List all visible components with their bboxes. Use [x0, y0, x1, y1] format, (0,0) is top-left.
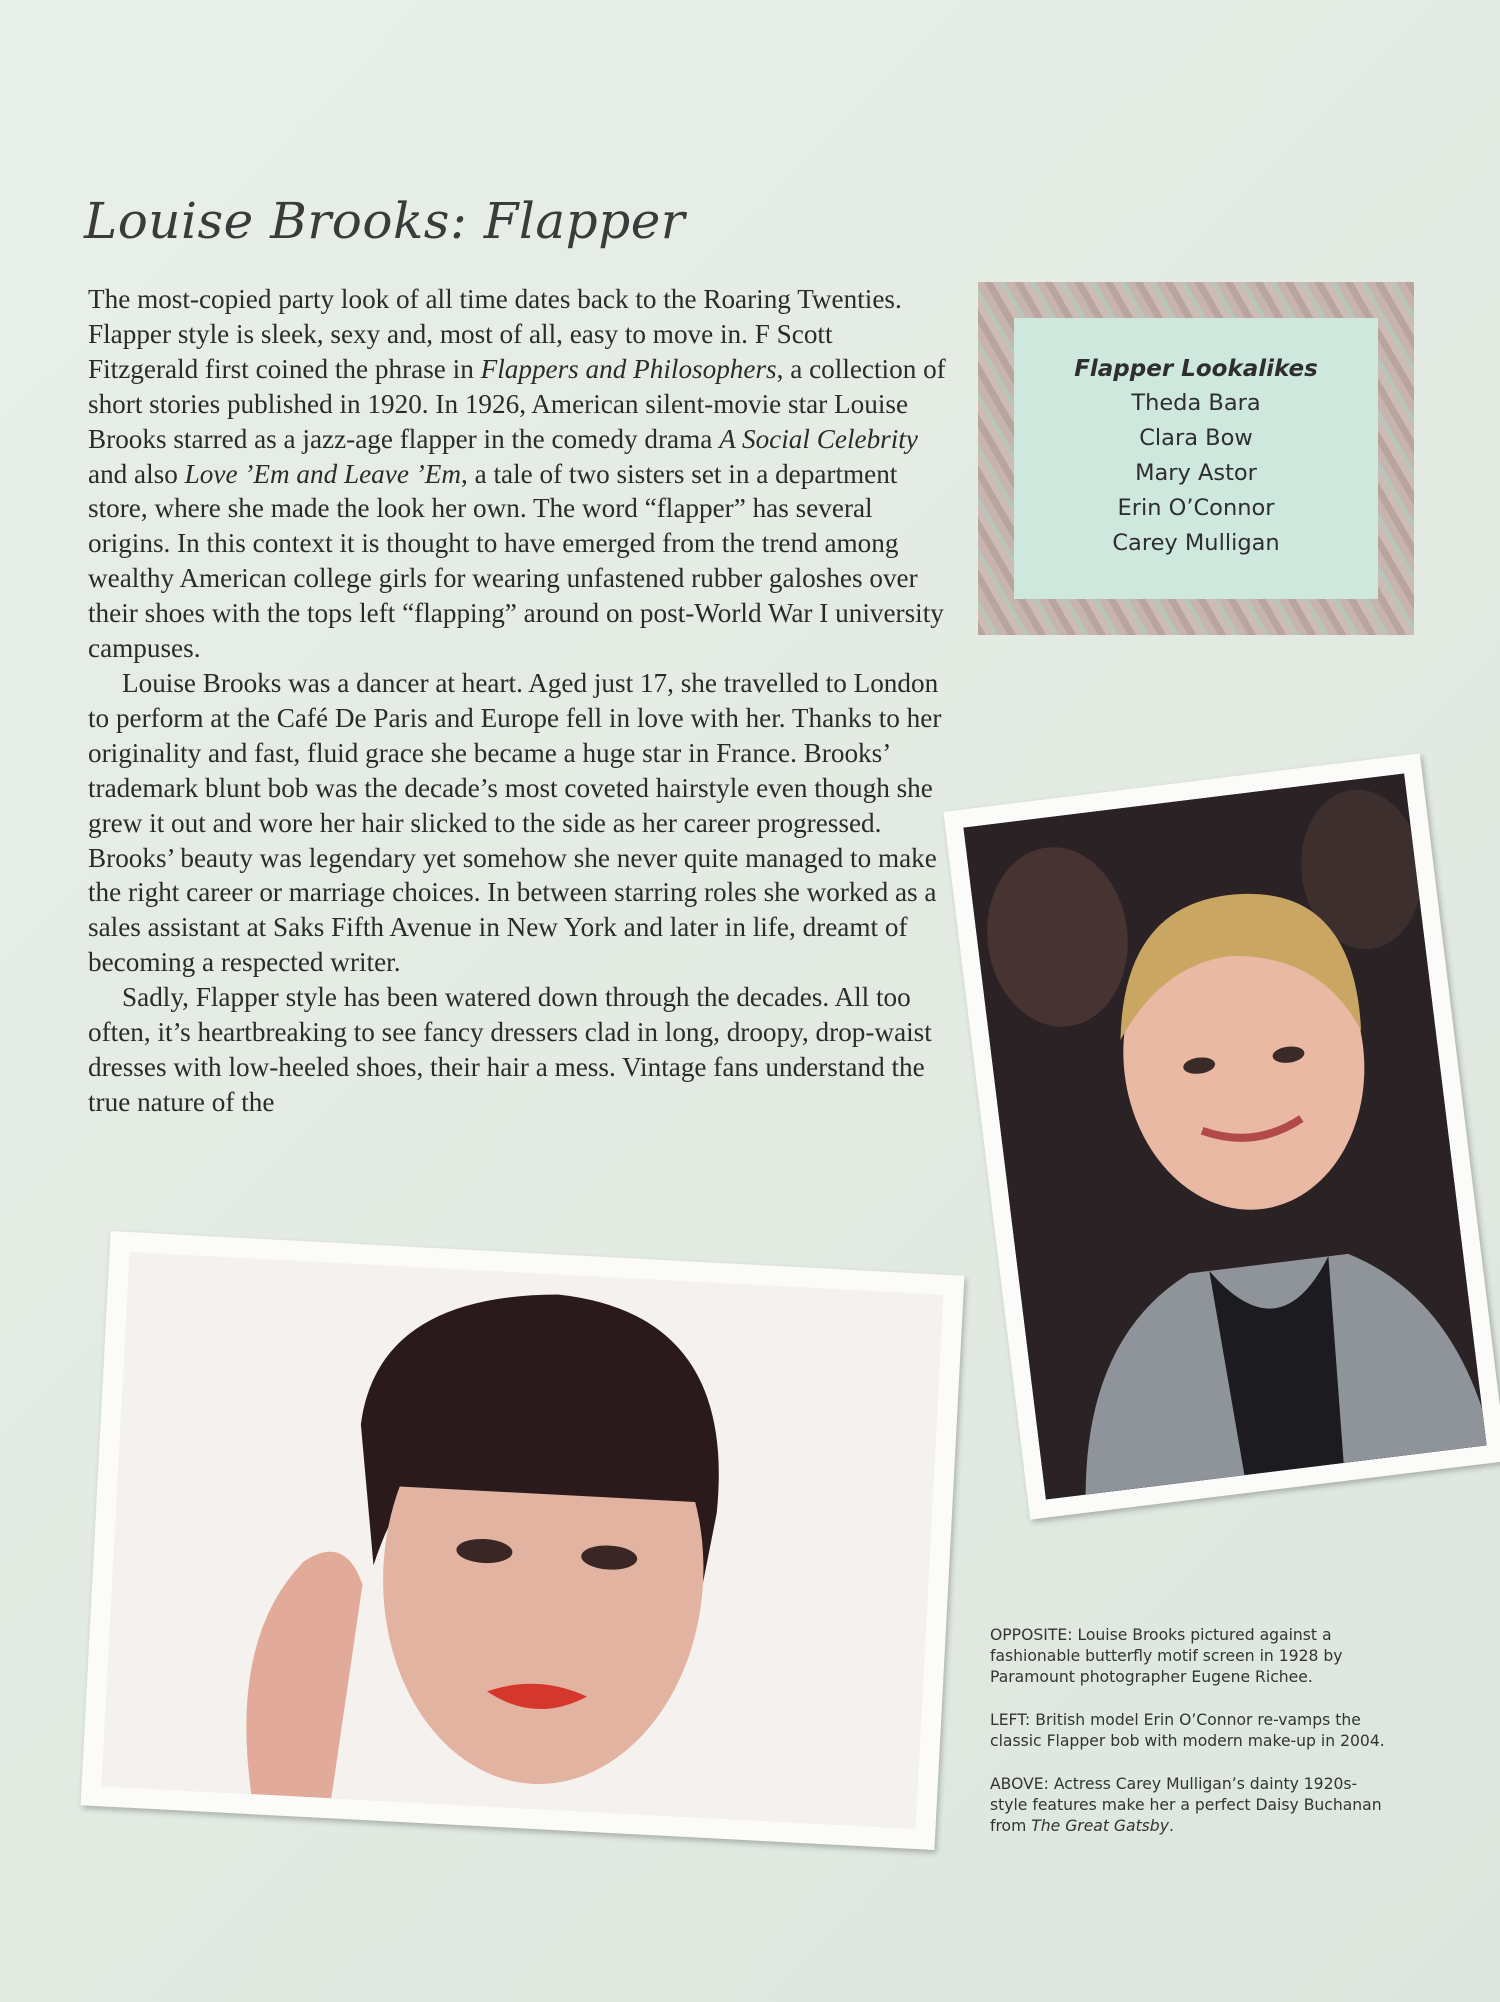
caption-text-end: . [1168, 1817, 1174, 1835]
lookalike-name: Clara Bow [1139, 425, 1253, 451]
p1-film-title-2: Love ’Em and Leave ’Em [184, 458, 461, 489]
paragraph-2: Louise Brooks was a dancer at heart. Aged just 17, she travelled to London to perform at the Café De Paris and Europe fell in love with her. Thanks to her originality and fast, fluid grace she became a huge star in France. Brooks’ trademark blunt bob was the decade’s most coveted hairstyle even though she grew it out and wore her hair slicked to the side as her career progressed. Brooks’ beauty was legendary yet somehow she never quite managed to make the right career or marriage choices. In between starring roles she worked as a sales assistant at Saks Fifth Avenue in New York and later in life, dreamt of becoming a respected writer. [88, 667, 942, 978]
erin-oconnor-photo [81, 1231, 965, 1850]
caption-label: LEFT: [990, 1711, 1031, 1729]
portrait-illustration [963, 773, 1486, 1499]
photo-image-area [102, 1252, 944, 1829]
p1-text-e: and also [88, 458, 185, 489]
caption-left [990, 1710, 1390, 1752]
caption-above [990, 1774, 1390, 1837]
lookalikes-panel [1014, 318, 1378, 599]
lookalike-name: Theda Bara [1131, 390, 1261, 416]
caption-text: Louise Brooks pictured against a fashionable butterfly motif screen in 1928 by Paramount photographer Eugene Richee. [990, 1626, 1343, 1686]
portrait-illustration [102, 1252, 944, 1829]
lookalikes-box [978, 282, 1414, 635]
paragraph-3: Sadly, Flapper style has been watered down through the decades. All too often, it’s heartbreaking to see fancy dressers clad in long, droopy, drop-waist dresses with low-heeled shoes, their hair a mess. Vintage fans understand the true nature of the [88, 982, 932, 1117]
lookalike-name: Erin O’Connor [1117, 495, 1275, 521]
p1-book-title: Flappers and Philosophers [480, 353, 777, 384]
p1-text-c: , a collection of short stories published in 1920. In 1926, American silent-movie star Louise Brooks starred as a jazz-age flapper in the comedy drama [88, 353, 946, 454]
caption-book-title: The Great Gatsby [1031, 1817, 1169, 1835]
article-body [88, 282, 948, 1120]
caption-text: Actress Carey Mulligan’s dainty 1920s-style features make her a perfect Daisy Buchanan from [990, 1775, 1382, 1835]
page-title: Louise Brooks: Flapper [84, 192, 686, 250]
caption-text: British model Erin O’Connor re-vamps the classic Flapper bob with modern make-up in 2004. [990, 1711, 1385, 1750]
p1-film-title-1: A Social Celebrity [719, 423, 918, 454]
p1-text-g: , a tale of two sisters set in a department store, where she made the look her own. The word “flapper” has several origins. In this context it is thought to have emerged from the trend among wealthy American college girls for wearing unfastened rubber galoshes over their shoes with the tops left “flapping” around on post-World War I university campuses. [88, 458, 944, 664]
caption-label: OPPOSITE: [990, 1626, 1073, 1644]
carey-mulligan-photo [943, 753, 1500, 1519]
caption-opposite [990, 1625, 1390, 1688]
lookalike-name: Carey Mulligan [1112, 530, 1280, 556]
photo-captions [990, 1625, 1390, 1859]
caption-label: ABOVE: [990, 1775, 1049, 1793]
photo-image-area [963, 773, 1486, 1499]
p1-text-a: The most-copied party look of all time dates back to the Roaring Twenties. Flapper style is sleek, sexy and, most of all, easy to move in. F Scott Fitzgerald first coined the phrase in [88, 284, 902, 384]
paragraph-1 [88, 282, 948, 666]
lookalikes-heading: Flapper Lookalikes [1074, 356, 1318, 382]
lookalike-name: Mary Astor [1135, 460, 1257, 486]
